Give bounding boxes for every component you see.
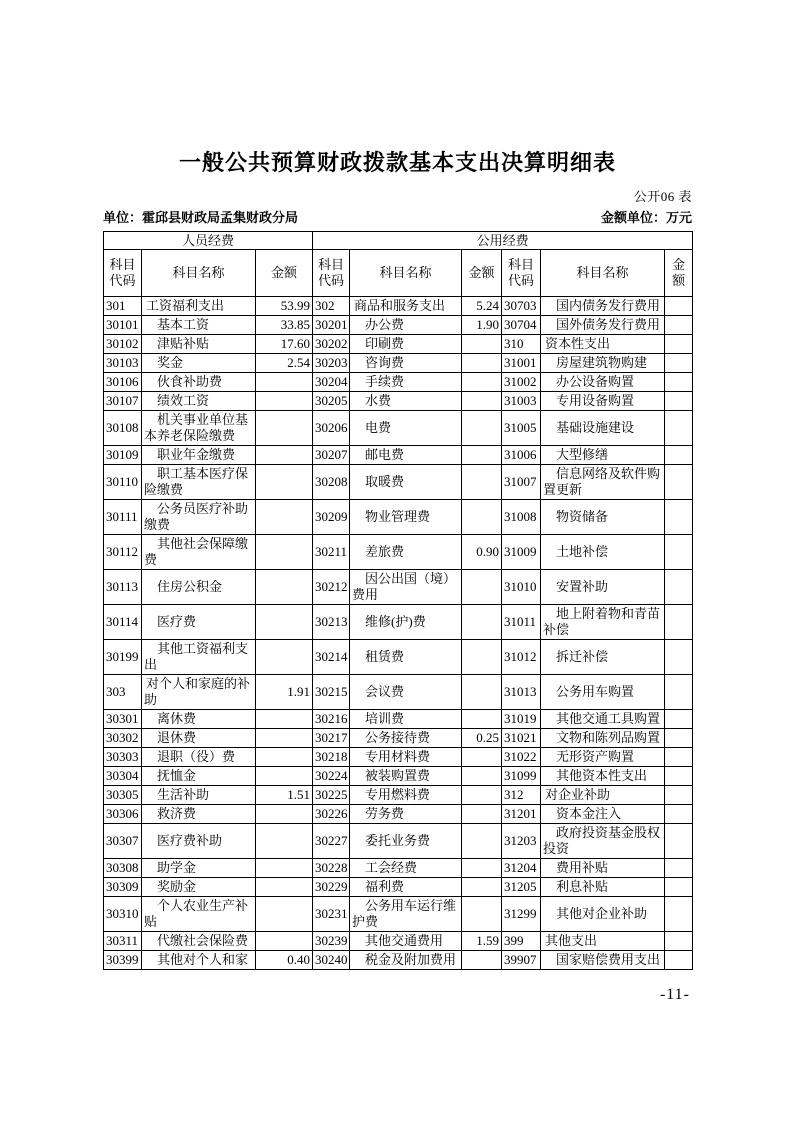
amount-cell (665, 767, 693, 786)
code-cell: 30224 (313, 767, 350, 786)
amount-cell (462, 824, 502, 859)
name-cell: 被装购置费 (350, 767, 462, 786)
name-cell: 租赁费 (350, 640, 462, 675)
code-cell: 30307 (104, 824, 142, 859)
code-cell: 30399 (104, 951, 142, 970)
amount-cell (462, 500, 502, 535)
amount-cell (256, 535, 313, 570)
col-header-code: 科目代码 (502, 250, 541, 297)
name-cell: 因公出国（境）费用 (350, 570, 462, 605)
name-cell: 助学金 (142, 859, 256, 878)
code-cell: 30113 (104, 570, 142, 605)
name-cell: 奖金 (142, 354, 256, 373)
name-cell: 国家赔偿费用支出 (541, 951, 665, 970)
code-cell: 30231 (313, 897, 350, 932)
amount-cell (462, 859, 502, 878)
code-cell: 30108 (104, 411, 142, 446)
table-row (104, 535, 693, 570)
code-cell: 30213 (313, 605, 350, 640)
code-cell: 30103 (104, 354, 142, 373)
amount-cell (462, 675, 502, 710)
code-cell: 30199 (104, 640, 142, 675)
name-cell: 工会经费 (350, 859, 462, 878)
code-cell: 30207 (313, 446, 350, 465)
name-cell: 代缴社会保险费 (142, 932, 256, 951)
amount-cell (665, 605, 693, 640)
amount-cell (665, 297, 693, 316)
form-number-label: 公开06 表 (633, 189, 692, 204)
page-title: 一般公共预算财政拨款基本支出决算明细表 (178, 150, 616, 175)
document-page (103, 0, 692, 1004)
name-cell: 公务接待费 (350, 729, 462, 748)
col-header-amount: 金额 (665, 250, 693, 297)
code-cell: 30204 (313, 373, 350, 392)
name-cell: 安置补助 (541, 570, 665, 605)
amount-cell: 1.59 (462, 932, 502, 951)
code-cell: 31299 (502, 897, 541, 932)
amount-cell (256, 446, 313, 465)
code-cell: 30201 (313, 316, 350, 335)
name-cell: 办公设备购置 (541, 373, 665, 392)
amount-cell (665, 748, 693, 767)
code-cell: 31001 (502, 354, 541, 373)
name-cell: 机关事业单位基本养老保险缴费 (142, 411, 256, 446)
code-cell: 30309 (104, 878, 142, 897)
name-cell: 绩效工资 (142, 392, 256, 411)
code-cell: 31005 (502, 411, 541, 446)
name-cell: 专用材料费 (350, 748, 462, 767)
table-row (104, 951, 693, 970)
amount-cell (256, 605, 313, 640)
amount-cell (665, 878, 693, 897)
code-cell: 30205 (313, 392, 350, 411)
col-header-name: 科目名称 (541, 250, 665, 297)
amount-cell (462, 605, 502, 640)
name-cell: 物业管理费 (350, 500, 462, 535)
amount-cell (665, 859, 693, 878)
col-header-code: 科目代码 (104, 250, 142, 297)
code-cell: 30112 (104, 535, 142, 570)
name-cell: 物资储备 (541, 500, 665, 535)
amount-cell (665, 373, 693, 392)
code-cell: 31099 (502, 767, 541, 786)
col-header-amount: 金额 (256, 250, 313, 297)
name-cell: 基本工资 (142, 316, 256, 335)
name-cell: 福利费 (350, 878, 462, 897)
name-cell: 会议费 (350, 675, 462, 710)
name-cell: 离休费 (142, 710, 256, 729)
name-cell: 工资福利支出 (142, 297, 256, 316)
name-cell: 其他交通工具购置 (541, 710, 665, 729)
amount-cell (665, 710, 693, 729)
name-cell: 公务用车运行维护费 (350, 897, 462, 932)
amount-cell (462, 411, 502, 446)
code-cell: 302 (313, 297, 350, 316)
amount-cell (462, 897, 502, 932)
name-cell: 地上附着物和青苗补偿 (541, 605, 665, 640)
table-row (104, 878, 693, 897)
code-cell: 31007 (502, 465, 541, 500)
amount-cell: 33.85 (256, 316, 313, 335)
code-cell: 39907 (502, 951, 541, 970)
code-cell: 30211 (313, 535, 350, 570)
col-header-code: 科目代码 (313, 250, 350, 297)
group-header-public: 公用经费 (313, 232, 693, 250)
code-cell: 30301 (104, 710, 142, 729)
name-cell: 资本金注入 (541, 805, 665, 824)
name-cell: 国内债务发行费用 (541, 297, 665, 316)
amount-cell (256, 805, 313, 824)
name-cell: 医疗费 (142, 605, 256, 640)
code-cell: 30217 (313, 729, 350, 748)
amount-cell (256, 767, 313, 786)
code-cell: 30110 (104, 465, 142, 500)
table-row (104, 354, 693, 373)
table-row (104, 570, 693, 605)
amount-cell (462, 710, 502, 729)
code-cell: 31205 (502, 878, 541, 897)
code-cell: 30218 (313, 748, 350, 767)
amount-cell (462, 335, 502, 354)
table-row (104, 500, 693, 535)
amount-cell (256, 859, 313, 878)
unit-label: 单位：霍邱县财政局孟集财政分局 (103, 210, 299, 225)
amount-cell (665, 570, 693, 605)
amount-cell (256, 570, 313, 605)
code-cell: 31002 (502, 373, 541, 392)
table-row (104, 897, 693, 932)
code-cell: 31203 (502, 824, 541, 859)
table-row (104, 373, 693, 392)
name-cell: 国外债务发行费用 (541, 316, 665, 335)
code-cell: 31006 (502, 446, 541, 465)
code-cell: 30240 (313, 951, 350, 970)
unit-row (103, 207, 692, 226)
name-cell: 维修(护)费 (350, 605, 462, 640)
code-cell: 31009 (502, 535, 541, 570)
amount-cell (256, 710, 313, 729)
name-cell: 对企业补助 (541, 786, 665, 805)
table-row (104, 675, 693, 710)
name-cell: 抚恤金 (142, 767, 256, 786)
amount-cell (462, 446, 502, 465)
amount-cell (665, 500, 693, 535)
name-cell: 利息补贴 (541, 878, 665, 897)
code-cell: 30102 (104, 335, 142, 354)
code-cell: 30106 (104, 373, 142, 392)
name-cell: 资本性支出 (541, 335, 665, 354)
amount-cell (665, 465, 693, 500)
code-cell: 399 (502, 932, 541, 951)
code-cell: 30704 (502, 316, 541, 335)
name-cell: 费用补贴 (541, 859, 665, 878)
table-row (104, 297, 693, 316)
name-cell: 职业年金缴费 (142, 446, 256, 465)
code-cell: 30226 (313, 805, 350, 824)
code-cell: 303 (104, 675, 142, 710)
table-row (104, 640, 693, 675)
name-cell: 专用设备购置 (541, 392, 665, 411)
budget-table-body (104, 297, 693, 970)
name-cell: 奖励金 (142, 878, 256, 897)
code-cell: 30304 (104, 767, 142, 786)
name-cell: 其他社会保障缴费 (142, 535, 256, 570)
amount-cell (665, 729, 693, 748)
name-cell: 手续费 (350, 373, 462, 392)
name-cell: 委托业务费 (350, 824, 462, 859)
table-row (104, 805, 693, 824)
name-cell: 水费 (350, 392, 462, 411)
table-row (104, 335, 693, 354)
amount-cell (256, 640, 313, 675)
code-cell: 30101 (104, 316, 142, 335)
name-cell: 退职（役）费 (142, 748, 256, 767)
name-cell: 信息网络及软件购置更新 (541, 465, 665, 500)
code-cell: 31201 (502, 805, 541, 824)
budget-table (103, 231, 693, 970)
name-cell: 大型修缮 (541, 446, 665, 465)
amount-cell: 53.99 (256, 297, 313, 316)
amount-cell (665, 411, 693, 446)
code-cell: 30214 (313, 640, 350, 675)
amount-cell (256, 897, 313, 932)
code-cell: 30206 (313, 411, 350, 446)
name-cell: 公务员医疗补助缴费 (142, 500, 256, 535)
amount-cell (462, 373, 502, 392)
amount-cell (256, 824, 313, 859)
amount-cell (462, 392, 502, 411)
amount-cell (462, 748, 502, 767)
amount-cell (665, 932, 693, 951)
amount-cell (665, 897, 693, 932)
amount-cell (665, 446, 693, 465)
table-row (104, 767, 693, 786)
amount-cell (665, 316, 693, 335)
name-cell: 救济费 (142, 805, 256, 824)
group-header-row (104, 232, 693, 250)
name-cell: 基础设施建设 (541, 411, 665, 446)
code-cell: 30703 (502, 297, 541, 316)
name-cell: 税金及附加费用 (350, 951, 462, 970)
amount-cell (665, 951, 693, 970)
code-cell: 30111 (104, 500, 142, 535)
amount-cell (665, 786, 693, 805)
amount-cell (665, 354, 693, 373)
table-row (104, 465, 693, 500)
code-cell: 31011 (502, 605, 541, 640)
amount-cell (665, 640, 693, 675)
amount-cell (665, 805, 693, 824)
table-row (104, 316, 693, 335)
code-cell: 30107 (104, 392, 142, 411)
code-cell: 312 (502, 786, 541, 805)
table-row (104, 859, 693, 878)
code-cell: 30239 (313, 932, 350, 951)
table-row (104, 729, 693, 748)
table-row (104, 446, 693, 465)
code-cell: 30303 (104, 748, 142, 767)
amount-cell (462, 640, 502, 675)
code-cell: 30212 (313, 570, 350, 605)
name-cell: 商品和服务支出 (350, 297, 462, 316)
col-header-name: 科目名称 (142, 250, 256, 297)
code-cell: 30215 (313, 675, 350, 710)
code-cell: 310 (502, 335, 541, 354)
code-cell: 30227 (313, 824, 350, 859)
amount-cell (256, 411, 313, 446)
amount-cell (462, 805, 502, 824)
table-row (104, 932, 693, 951)
name-cell: 其他交通费用 (350, 932, 462, 951)
code-cell: 31022 (502, 748, 541, 767)
col-header-name: 科目名称 (350, 250, 462, 297)
amount-cell (462, 354, 502, 373)
code-cell: 30306 (104, 805, 142, 824)
table-row (104, 748, 693, 767)
amount-cell (462, 786, 502, 805)
amount-cell (256, 465, 313, 500)
code-cell: 30208 (313, 465, 350, 500)
code-cell: 30311 (104, 932, 142, 951)
code-cell: 31021 (502, 729, 541, 748)
code-cell: 31010 (502, 570, 541, 605)
name-cell: 其他资本性支出 (541, 767, 665, 786)
code-cell: 30308 (104, 859, 142, 878)
name-cell: 电费 (350, 411, 462, 446)
code-cell: 30305 (104, 786, 142, 805)
code-cell: 31204 (502, 859, 541, 878)
code-cell: 31003 (502, 392, 541, 411)
amount-cell: 17.60 (256, 335, 313, 354)
code-cell: 30310 (104, 897, 142, 932)
code-cell: 30202 (313, 335, 350, 354)
amount-cell: 1.90 (462, 316, 502, 335)
name-cell: 邮电费 (350, 446, 462, 465)
table-row (104, 392, 693, 411)
code-cell: 31008 (502, 500, 541, 535)
amount-cell: 1.51 (256, 786, 313, 805)
amount-cell: 2.54 (256, 354, 313, 373)
amount-cell (665, 392, 693, 411)
name-cell: 津贴补贴 (142, 335, 256, 354)
code-cell: 30216 (313, 710, 350, 729)
amount-cell (462, 878, 502, 897)
amount-unit-label: 金额单位：万元 (600, 210, 692, 225)
name-cell: 印刷费 (350, 335, 462, 354)
amount-cell (665, 824, 693, 859)
name-cell: 专用燃料费 (350, 786, 462, 805)
name-cell: 政府投资基金股权投资 (541, 824, 665, 859)
table-row (104, 786, 693, 805)
page-number: -11- (659, 986, 690, 1003)
amount-cell: 0.25 (462, 729, 502, 748)
amount-cell: 5.24 (462, 297, 502, 316)
table-row (104, 710, 693, 729)
name-cell: 其他对企业补助 (541, 897, 665, 932)
group-header-personnel: 人员经费 (104, 232, 313, 250)
name-cell: 其他对个人和家 (142, 951, 256, 970)
amount-cell (462, 570, 502, 605)
column-header-row (104, 250, 693, 297)
name-cell: 对个人和家庭的补助 (142, 675, 256, 710)
code-cell: 30228 (313, 859, 350, 878)
code-cell: 30225 (313, 786, 350, 805)
code-cell: 30302 (104, 729, 142, 748)
name-cell: 房屋建筑物购建 (541, 354, 665, 373)
code-cell: 30203 (313, 354, 350, 373)
name-cell: 取暖费 (350, 465, 462, 500)
name-cell: 差旅费 (350, 535, 462, 570)
amount-cell: 0.90 (462, 535, 502, 570)
col-header-amount: 金额 (462, 250, 502, 297)
name-cell: 劳务费 (350, 805, 462, 824)
amount-cell (256, 373, 313, 392)
amount-cell (665, 535, 693, 570)
name-cell: 伙食补助费 (142, 373, 256, 392)
name-cell: 其他工资福利支出 (142, 640, 256, 675)
name-cell: 土地补偿 (541, 535, 665, 570)
code-cell: 30229 (313, 878, 350, 897)
name-cell: 其他支出 (541, 932, 665, 951)
amount-cell (665, 335, 693, 354)
amount-cell (256, 878, 313, 897)
table-row (104, 605, 693, 640)
amount-cell: 0.40 (256, 951, 313, 970)
amount-cell (256, 392, 313, 411)
name-cell: 住房公积金 (142, 570, 256, 605)
amount-cell (665, 675, 693, 710)
amount-cell (462, 767, 502, 786)
amount-cell: 1.91 (256, 675, 313, 710)
code-cell: 30114 (104, 605, 142, 640)
name-cell: 咨询费 (350, 354, 462, 373)
name-cell: 培训费 (350, 710, 462, 729)
code-cell: 30209 (313, 500, 350, 535)
table-row (104, 824, 693, 859)
name-cell: 医疗费补助 (142, 824, 256, 859)
name-cell: 个人农业生产补贴 (142, 897, 256, 932)
name-cell: 职工基本医疗保险缴费 (142, 465, 256, 500)
amount-cell (256, 932, 313, 951)
name-cell: 无形资产购置 (541, 748, 665, 767)
code-cell: 30109 (104, 446, 142, 465)
code-cell: 301 (104, 297, 142, 316)
name-cell: 办公费 (350, 316, 462, 335)
table-row (104, 411, 693, 446)
amount-cell (256, 748, 313, 767)
code-cell: 31013 (502, 675, 541, 710)
code-cell: 31019 (502, 710, 541, 729)
name-cell: 公务用车购置 (541, 675, 665, 710)
amount-cell (256, 500, 313, 535)
amount-cell (462, 951, 502, 970)
name-cell: 拆迁补偿 (541, 640, 665, 675)
code-cell: 31012 (502, 640, 541, 675)
name-cell: 文物和陈列品购置 (541, 729, 665, 748)
name-cell: 退休费 (142, 729, 256, 748)
name-cell: 生活补助 (142, 786, 256, 805)
amount-cell (256, 729, 313, 748)
amount-cell (462, 465, 502, 500)
